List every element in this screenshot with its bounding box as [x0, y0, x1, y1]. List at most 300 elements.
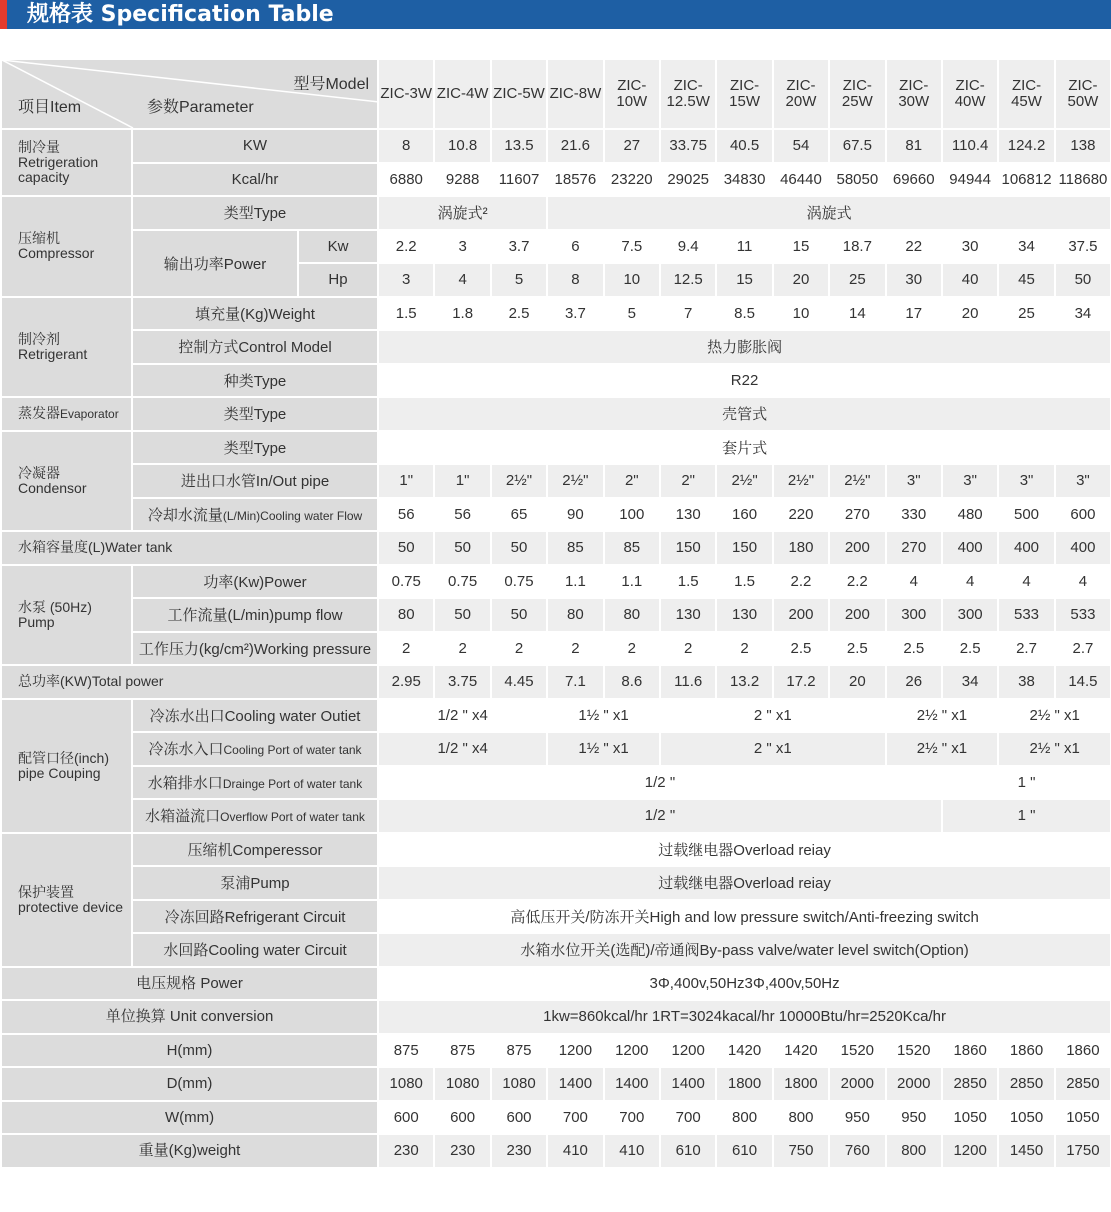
value-cell: 15 — [773, 230, 829, 264]
value-cell: 56 — [378, 498, 434, 532]
value-cell: 4 — [434, 263, 490, 297]
value-cell: 950 — [886, 1101, 942, 1135]
condensor-type-value: 套片式 — [378, 431, 1111, 465]
compressor-type-value-a: 涡旋式² — [378, 196, 547, 230]
value-cell: 1.5 — [378, 297, 434, 331]
condensor-type-row — [1, 431, 1111, 465]
value-cell: 330 — [886, 498, 942, 532]
value-cell: 2 — [604, 632, 660, 666]
value-cell: 18.7 — [829, 230, 885, 264]
value-cell: 1200 — [604, 1034, 660, 1068]
model-cell: ZIC-12.5W — [660, 59, 716, 129]
value-cell: 700 — [547, 1101, 603, 1135]
value-cell: 7.5 — [604, 230, 660, 264]
value-cell: 50 — [491, 598, 547, 632]
specification-table — [0, 58, 1111, 1169]
value-cell: 58050 — [829, 163, 885, 197]
value-cell: 1200 — [942, 1134, 998, 1168]
value-cell: 200 — [829, 531, 885, 565]
value-cell: 610 — [660, 1134, 716, 1168]
value-cell: 3" — [886, 464, 942, 498]
value-cell: 1" — [378, 464, 434, 498]
value-cell: 300 — [942, 598, 998, 632]
value-cell: 2.2 — [773, 565, 829, 599]
value-cell: 81 — [886, 129, 942, 163]
model-cell: ZIC-3W — [378, 59, 434, 129]
value-cell: 4 — [998, 565, 1054, 599]
value-cell: 1400 — [660, 1067, 716, 1101]
value-cell: 100 — [604, 498, 660, 532]
control-model-value: 热力膨胀阀 — [378, 330, 1111, 364]
refrigerant-type-value: R22 — [378, 364, 1111, 398]
value-cell: 1420 — [716, 1034, 772, 1068]
value-cell: 410 — [604, 1134, 660, 1168]
model-cell: ZIC-50W — [1055, 59, 1111, 129]
value-cell: 50 — [378, 531, 434, 565]
value-cell: 400 — [1055, 531, 1111, 565]
value-cell: 30 — [886, 263, 942, 297]
model-cell: ZIC-25W — [829, 59, 885, 129]
evaporator-type-value: 壳管式 — [378, 397, 1111, 431]
protect-water-row — [1, 933, 1111, 967]
value-cell: 110.4 — [942, 129, 998, 163]
value-cell: 2.7 — [998, 632, 1054, 666]
value-cell: 610 — [716, 1134, 772, 1168]
value-cell: 2½" — [547, 464, 603, 498]
refrigerant-control-row — [1, 330, 1111, 364]
weight-label: 重量(Kg)weight — [1, 1134, 378, 1168]
value-cell: 25 — [998, 297, 1054, 331]
value-cell: 1" — [434, 464, 490, 498]
value-cell: 1860 — [998, 1034, 1054, 1068]
value-cell: 1800 — [773, 1067, 829, 1101]
value-cell: 1.1 — [604, 565, 660, 599]
value-cell: 1080 — [378, 1067, 434, 1101]
value-cell: 37.5 — [1055, 230, 1111, 264]
header-model-label: 型号Model — [293, 76, 370, 93]
value-cell: 2.2 — [378, 230, 434, 264]
value-cell: 130 — [660, 498, 716, 532]
model-cell: ZIC-45W — [998, 59, 1054, 129]
kcal-label: Kcal/hr — [132, 163, 378, 197]
value-cell: 1200 — [547, 1034, 603, 1068]
power-supply-value: 3Φ,400v,50Hz3Φ,400v,50Hz — [378, 967, 1111, 1001]
value-cell: 94944 — [942, 163, 998, 197]
overflow-row — [1, 799, 1111, 833]
refrigeration-kcal-row — [1, 163, 1111, 197]
value-cell: 3 — [434, 230, 490, 264]
control-model-label: 控制方式Control Model — [132, 330, 378, 364]
value-cell: 0.75 — [434, 565, 490, 599]
value-cell: 8.6 — [604, 665, 660, 699]
value-cell: 10.8 — [434, 129, 490, 163]
overflow-label — [132, 799, 378, 833]
value-cell: 2 — [660, 632, 716, 666]
value-cell: 875 — [434, 1034, 490, 1068]
value-cell: 4 — [886, 565, 942, 599]
value-cell: 138 — [1055, 129, 1111, 163]
value-cell: 2" — [604, 464, 660, 498]
value-cell: 180 — [773, 531, 829, 565]
condensor-pipe-label: 进出口水管In/Out pipe — [132, 464, 378, 498]
value-cell: 875 — [378, 1034, 434, 1068]
value-cell: 6 — [547, 230, 603, 264]
value-cell: 270 — [886, 531, 942, 565]
value-cell: 1050 — [998, 1101, 1054, 1135]
value-cell: 30 — [942, 230, 998, 264]
model-cell: ZIC-20W — [773, 59, 829, 129]
value-cell: 600 — [378, 1101, 434, 1135]
value-cell: 400 — [998, 531, 1054, 565]
overflow-value: 1 " — [942, 799, 1111, 833]
value-cell: 40.5 — [716, 129, 772, 163]
value-cell: 80 — [604, 598, 660, 632]
protect-pump-value: 过载继电器Overload reiay — [378, 866, 1111, 900]
pump-power-row — [1, 565, 1111, 599]
model-header-row — [1, 59, 1111, 129]
value-cell: 4 — [1055, 565, 1111, 599]
evaporator-cat-cn: 蒸发器 — [18, 404, 60, 421]
value-cell: 90 — [547, 498, 603, 532]
value-cell: 2 — [434, 632, 490, 666]
outlet-row — [1, 699, 1111, 733]
value-cell: 22 — [886, 230, 942, 264]
inlet-value: 2½ " x1 — [886, 732, 999, 766]
value-cell: 5 — [491, 263, 547, 297]
refrigerant-type-label: 种类Type — [132, 364, 378, 398]
evaporator-row — [1, 397, 1111, 431]
value-cell: 3" — [1055, 464, 1111, 498]
inlet-label-en: Cooling Port of water tank — [223, 743, 362, 758]
refrigeration-kw-row — [1, 129, 1111, 163]
value-cell: 20 — [942, 297, 998, 331]
value-cell: 4 — [942, 565, 998, 599]
value-cell: 2000 — [886, 1067, 942, 1101]
value-cell: 1860 — [942, 1034, 998, 1068]
value-cell: 15 — [716, 263, 772, 297]
pipe-coupling-category: 配管口径(inch) pipe Couping — [1, 699, 132, 833]
flow-label-en: (L/Min)Cooling water Flow — [222, 508, 363, 523]
value-cell: 750 — [773, 1134, 829, 1168]
drain-label-cn: 水箱排水口 — [147, 774, 223, 792]
depth-row — [1, 1067, 1111, 1101]
value-cell: 17 — [886, 297, 942, 331]
value-cell: 2.95 — [378, 665, 434, 699]
protect-ref-label: 冷冻回路Refrigerant Circuit — [132, 900, 378, 934]
value-cell: 27 — [604, 129, 660, 163]
compressor-power-label: 输出功率Power — [132, 230, 298, 297]
unit-conversion-label: 单位换算 Unit conversion — [1, 1000, 378, 1034]
value-cell: 11 — [716, 230, 772, 264]
value-cell: 29025 — [660, 163, 716, 197]
value-cell: 600 — [434, 1101, 490, 1135]
value-cell: 150 — [660, 531, 716, 565]
value-cell: 40 — [942, 263, 998, 297]
value-cell: 1520 — [829, 1034, 885, 1068]
value-cell: 2 — [378, 632, 434, 666]
value-cell: 21.6 — [547, 129, 603, 163]
protect-ref-value: 高低压开关/防冻开关High and low pressure switch/Anti-freezing switch — [378, 900, 1111, 934]
value-cell: 9.4 — [660, 230, 716, 264]
inlet-value: 2½ " x1 — [998, 732, 1111, 766]
model-cell: ZIC-5W — [491, 59, 547, 129]
value-cell: 130 — [660, 598, 716, 632]
value-cell: 2.5 — [886, 632, 942, 666]
value-cell: 5 — [604, 297, 660, 331]
model-cell: ZIC-10W — [604, 59, 660, 129]
value-cell: 80 — [547, 598, 603, 632]
value-cell: 2.5 — [491, 297, 547, 331]
inlet-label — [132, 732, 378, 766]
value-cell: 533 — [998, 598, 1054, 632]
drain-label-en: Drainge Port of water tank — [222, 776, 363, 791]
value-cell: 34 — [942, 665, 998, 699]
outlet-value: 1½ " x1 — [547, 699, 660, 733]
title-accent — [0, 0, 7, 29]
value-cell: 33.75 — [660, 129, 716, 163]
value-cell: 85 — [547, 531, 603, 565]
evaporator-cat-en: Evaporator — [60, 406, 119, 421]
value-cell: 45 — [998, 263, 1054, 297]
value-cell: 25 — [829, 263, 885, 297]
drain-label — [132, 766, 378, 800]
value-cell: 46440 — [773, 163, 829, 197]
value-cell: 106812 — [998, 163, 1054, 197]
compressor-category: 压缩机 Compressor — [1, 196, 132, 297]
outlet-value: 2 " x1 — [660, 699, 886, 733]
value-cell: 800 — [716, 1101, 772, 1135]
value-cell: 2.5 — [829, 632, 885, 666]
compressor-type-row — [1, 196, 1111, 230]
drain-value: 1/2 " — [378, 766, 942, 800]
refrigerant-type-row — [1, 364, 1111, 398]
unit-conversion-value: 1kw=860kcal/hr 1RT=3024kacal/hr 10000Btu/hr=2520Kca/hr — [378, 1000, 1111, 1034]
value-cell: 1400 — [547, 1067, 603, 1101]
value-cell: 2½" — [773, 464, 829, 498]
outlet-label: 冷冻水出口Cooling water Outiet — [132, 699, 378, 733]
value-cell: 2850 — [942, 1067, 998, 1101]
protective-category: 保护装置 protective device — [1, 833, 132, 967]
value-cell: 8 — [378, 129, 434, 163]
value-cell: 1750 — [1055, 1134, 1111, 1168]
value-cell: 0.75 — [378, 565, 434, 599]
condensor-category: 冷凝器 Condensor — [1, 431, 132, 532]
value-cell: 220 — [773, 498, 829, 532]
value-cell: 3" — [942, 464, 998, 498]
value-cell: 1050 — [1055, 1101, 1111, 1135]
value-cell: 118680 — [1055, 163, 1111, 197]
condensor-flow-label — [132, 498, 378, 532]
total-power-row — [1, 665, 1111, 699]
value-cell: 2.7 — [1055, 632, 1111, 666]
header-param-label: 参数Parameter — [147, 99, 254, 116]
total-power-label: 总功率(KW)Total power — [1, 665, 378, 699]
value-cell: 533 — [1055, 598, 1111, 632]
value-cell: 500 — [998, 498, 1054, 532]
value-cell: 50 — [1055, 263, 1111, 297]
value-cell: 800 — [886, 1134, 942, 1168]
evaporator-category — [1, 397, 132, 431]
depth-label: D(mm) — [1, 1067, 378, 1101]
value-cell: 600 — [1055, 498, 1111, 532]
value-cell: 3.7 — [547, 297, 603, 331]
protect-ref-row — [1, 900, 1111, 934]
value-cell: 10 — [773, 297, 829, 331]
value-cell: 1080 — [491, 1067, 547, 1101]
header-item-label: 项目Item — [18, 99, 82, 116]
value-cell: 10 — [604, 263, 660, 297]
pump-flow-row — [1, 598, 1111, 632]
outlet-value: 1/2 " x4 — [378, 699, 547, 733]
power-supply-row — [1, 967, 1111, 1001]
value-cell: 1450 — [998, 1134, 1054, 1168]
value-cell: 400 — [942, 531, 998, 565]
overflow-label-en: Overflow Port of water tank — [220, 810, 365, 825]
value-cell: 13.2 — [716, 665, 772, 699]
value-cell: 8.5 — [716, 297, 772, 331]
pump-pressure-row — [1, 632, 1111, 666]
compressor-type-value-b: 涡旋式 — [547, 196, 1111, 230]
value-cell: 230 — [434, 1134, 490, 1168]
refrigeration-category: 制冷量 Retrigeration capacity — [1, 129, 132, 196]
value-cell: 1800 — [716, 1067, 772, 1101]
value-cell: 4.45 — [491, 665, 547, 699]
value-cell: 54 — [773, 129, 829, 163]
header-cell — [1, 59, 378, 129]
value-cell: 50 — [434, 598, 490, 632]
value-cell: 20 — [829, 665, 885, 699]
value-cell: 34 — [998, 230, 1054, 264]
value-cell: 1860 — [1055, 1034, 1111, 1068]
model-cell: ZIC-15W — [716, 59, 772, 129]
inlet-value: 2 " x1 — [660, 732, 886, 766]
value-cell: 12.5 — [660, 263, 716, 297]
pump-power-label: 功率(Kw)Power — [132, 565, 378, 599]
value-cell: 270 — [829, 498, 885, 532]
value-cell: 2 — [716, 632, 772, 666]
value-cell: 3" — [998, 464, 1054, 498]
weight-row — [1, 1134, 1111, 1168]
pump-pressure-label: 工作压力(kg/cm²)Working pressure — [132, 632, 378, 666]
refrigerant-category: 制冷剂 Retrigerant — [1, 297, 132, 398]
kw-label: KW — [132, 129, 378, 163]
value-cell: 1.1 — [547, 565, 603, 599]
model-cell: ZIC-4W — [434, 59, 490, 129]
value-cell: 34830 — [716, 163, 772, 197]
value-cell: 14.5 — [1055, 665, 1111, 699]
model-cell: ZIC-8W — [547, 59, 603, 129]
value-cell: 26 — [886, 665, 942, 699]
condensor-type-label: 类型Type — [132, 431, 378, 465]
value-cell: 20 — [773, 263, 829, 297]
water-tank-row — [1, 531, 1111, 565]
inlet-row — [1, 732, 1111, 766]
value-cell: 2" — [660, 464, 716, 498]
value-cell: 2 — [547, 632, 603, 666]
value-cell: 6880 — [378, 163, 434, 197]
value-cell: 23220 — [604, 163, 660, 197]
height-row — [1, 1034, 1111, 1068]
refrigerant-weight-label: 填充量(Kg)Weight — [132, 297, 378, 331]
value-cell: 9288 — [434, 163, 490, 197]
condensor-pipe-row — [1, 464, 1111, 498]
value-cell: 7 — [660, 297, 716, 331]
value-cell: 1420 — [773, 1034, 829, 1068]
value-cell: 800 — [773, 1101, 829, 1135]
value-cell: 1200 — [660, 1034, 716, 1068]
value-cell: 3.75 — [434, 665, 490, 699]
power-supply-label: 电压规格 Power — [1, 967, 378, 1001]
value-cell: 1520 — [886, 1034, 942, 1068]
flow-label-cn: 冷却水流量 — [147, 506, 223, 524]
value-cell: 56 — [434, 498, 490, 532]
protect-pump-label: 泵浦Pump — [132, 866, 378, 900]
outlet-value: 2½ " x1 — [886, 699, 999, 733]
value-cell: 38 — [998, 665, 1054, 699]
water-tank-label: 水箱容量度(L)Water tank — [1, 531, 378, 565]
value-cell: 50 — [491, 531, 547, 565]
value-cell: 2.5 — [773, 632, 829, 666]
value-cell: 600 — [491, 1101, 547, 1135]
value-cell: 8 — [547, 263, 603, 297]
value-cell: 760 — [829, 1134, 885, 1168]
kw-unit: Kw — [298, 230, 378, 264]
refrigerant-weight-row — [1, 297, 1111, 331]
value-cell: 200 — [829, 598, 885, 632]
value-cell: 18576 — [547, 163, 603, 197]
inlet-label-cn: 冷冻水入口 — [148, 741, 224, 759]
value-cell: 11607 — [491, 163, 547, 197]
value-cell: 950 — [829, 1101, 885, 1135]
value-cell: 480 — [942, 498, 998, 532]
value-cell: 1.8 — [434, 297, 490, 331]
value-cell: 124.2 — [998, 129, 1054, 163]
evaporator-type-label: 类型Type — [132, 397, 378, 431]
value-cell: 1400 — [604, 1067, 660, 1101]
value-cell: 2850 — [1055, 1067, 1111, 1101]
value-cell: 875 — [491, 1034, 547, 1068]
value-cell: 1080 — [434, 1067, 490, 1101]
value-cell: 67.5 — [829, 129, 885, 163]
value-cell: 2 — [491, 632, 547, 666]
protect-comp-row — [1, 833, 1111, 867]
value-cell: 34 — [1055, 297, 1111, 331]
compressor-kw-row — [1, 230, 1111, 264]
pump-flow-label: 工作流量(L/min)pump flow — [132, 598, 378, 632]
drain-row — [1, 766, 1111, 800]
value-cell: 65 — [491, 498, 547, 532]
protect-comp-value: 过载继电器Overload reiay — [378, 833, 1111, 867]
model-cell: ZIC-40W — [942, 59, 998, 129]
value-cell: 11.6 — [660, 665, 716, 699]
value-cell: 1050 — [942, 1101, 998, 1135]
value-cell: 69660 — [886, 163, 942, 197]
value-cell: 300 — [886, 598, 942, 632]
value-cell: 17.2 — [773, 665, 829, 699]
drain-value: 1 " — [942, 766, 1111, 800]
value-cell: 1.5 — [660, 565, 716, 599]
value-cell: 200 — [773, 598, 829, 632]
hp-unit: Hp — [298, 263, 378, 297]
value-cell: 3.7 — [491, 230, 547, 264]
page-title: 规格表 Specification Table — [27, 2, 334, 27]
value-cell: 230 — [378, 1134, 434, 1168]
model-cell: ZIC-30W — [886, 59, 942, 129]
value-cell: 50 — [434, 531, 490, 565]
condensor-flow-row — [1, 498, 1111, 532]
value-cell: 2½" — [829, 464, 885, 498]
value-cell: 160 — [716, 498, 772, 532]
